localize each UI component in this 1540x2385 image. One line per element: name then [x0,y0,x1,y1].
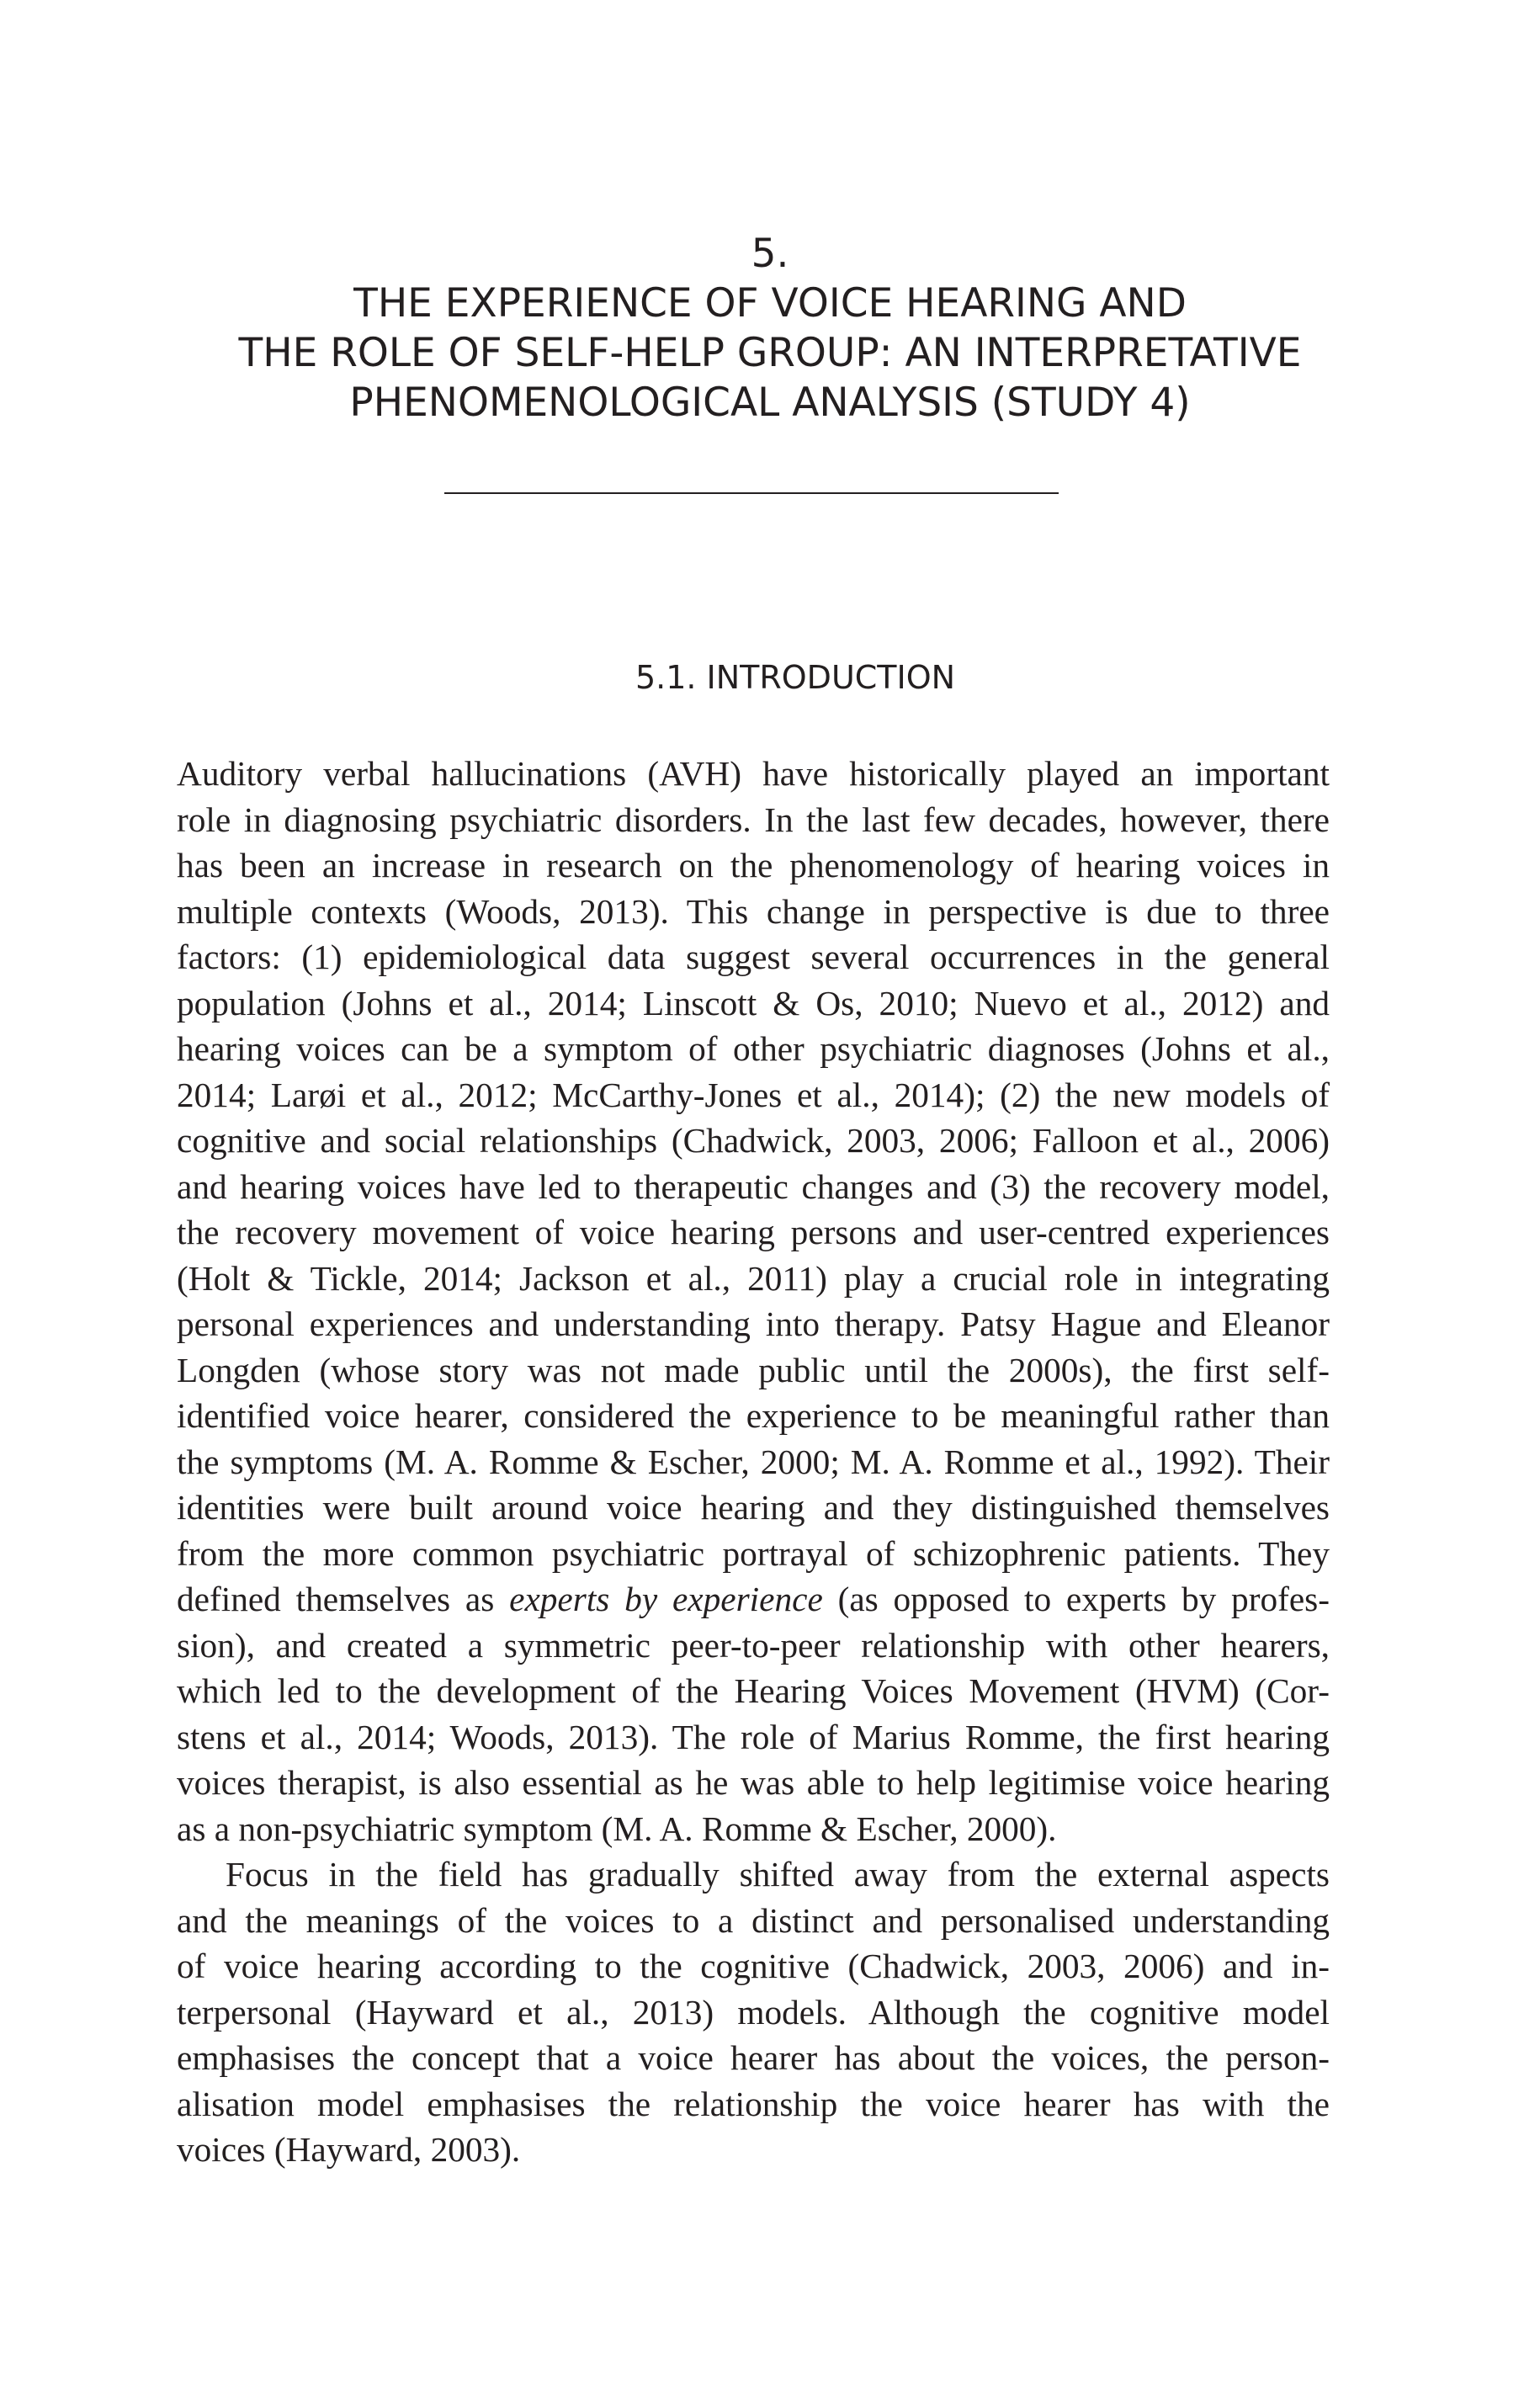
text-line: personal experiences and understanding into therapy. Patsy Hague and Eleanor [177,1304,1330,1343]
text-line: 2014; Larøi et al., 2012; McCarthy-Jones et al., 2014); (2) the new models of [177,1075,1330,1114]
text-fragment: (as opposed to experts by profes- [822,1580,1330,1618]
text-line: multiple contexts (Woods, 2013). This change in perspective is due to three [177,891,1330,931]
text-line: Auditory verbal hallucinations (AVH) have historically played an important [177,754,1330,793]
text-line: role in diagnosing psychiatric disorders. In the last few decades, however, there [177,799,1330,839]
chapter-number: 5. [751,231,789,277]
text-line: terpersonal (Hayward et al., 2013) models. Although the cognitive model [177,1992,1330,2032]
text-line: hearing voices can be a symptom of other psychiatric diagnoses (Johns et al., [177,1029,1330,1068]
chapter-heading [0,229,1540,428]
text-line: the recovery movement of voice hearing persons and user-centred experiences [177,1213,1330,1251]
chapter-title-line-2: THE ROLE OF SELF-HELP GROUP: AN INTERPRETATIVE [238,330,1302,376]
text-line: (Holt & Tickle, 2014; Jackson et al., 2011) play a crucial role in integrating [177,1258,1330,1298]
text-line: has been an increase in research on the phenomenology of hearing voices in [177,846,1330,884]
text-line: voices (Hayward, 2003). [177,2130,521,2169]
text-line: voices therapist, is also essential as he was able to help legitimise voice hearing [177,1763,1330,1802]
chapter-title-line-1: THE EXPERIENCE OF VOICE HEARING AND [353,280,1187,327]
text-line: the symptoms (M. A. Romme & Escher, 2000; M. A. Romme et al., 1992). Their [177,1442,1330,1481]
text-line: of voice hearing according to the cognitive (Chadwick, 2003, 2006) and in- [177,1947,1330,1985]
text-line: and hearing voices have led to therapeutic changes and (3) the recovery model, [177,1166,1330,1206]
text-line: sion), and created a symmetric peer-to-peer relationship with other hearers, [177,1625,1330,1665]
paragraph-1 [177,751,1330,1851]
text-line: alisation model emphasises the relationship the voice hearer has with the [177,2084,1330,2123]
text-line: which led to the development of the Hearing Voices Movement (HVM) (Cor- [177,1671,1330,1710]
text-line: Longden (whose story was not made public until the 2000s), the first self- [177,1350,1330,1389]
body-text [177,751,1330,2173]
chapter-title-line-3: PHENOMENOLOGICAL ANALYSIS (STUDY 4) [349,380,1191,426]
text-line-with-italic [177,1576,1330,1623]
paragraph-2 [177,1851,1330,2173]
text-fragment: defined themselves as [177,1580,510,1618]
italic-phrase: experts by experience [509,1580,823,1618]
text-line: Focus in the field has gradually shifted away from the external aspects [226,1855,1330,1894]
text-line: and the meanings of the voices to a distinct and personalised understanding [177,1900,1330,1940]
text-line: identities were built around voice hearing and they distinguished themselves [177,1488,1330,1527]
text-line: as a non-psychiatric symptom (M. A. Romme & Escher, 2000). [177,1809,1057,1848]
text-line: cognitive and social relationships (Chadwick, 2003, 2006; Falloon et al., 2006) [177,1121,1330,1160]
text-line: factors: (1) epidemiological data suggest several occurrences in the general [177,938,1330,976]
text-line: population (Johns et al., 2014; Linscott & Os, 2010; Nuevo et al., 2012) and [177,983,1330,1023]
text-line: identified voice hearer, considered the experience to be meaningful rather than [177,1396,1330,1435]
title-divider-rule [444,492,1059,494]
text-line: stens et al., 2014; Woods, 2013). The role of Marius Romme, the first hearing [177,1717,1330,1756]
text-line: emphasises the concept that a voice hearer has about the voices, the person- [177,2038,1330,2077]
text-line: from the more common psychiatric portrayal of schizophrenic patients. They [177,1533,1330,1573]
section-heading: 5.1. INTRODUCTION [635,659,956,696]
